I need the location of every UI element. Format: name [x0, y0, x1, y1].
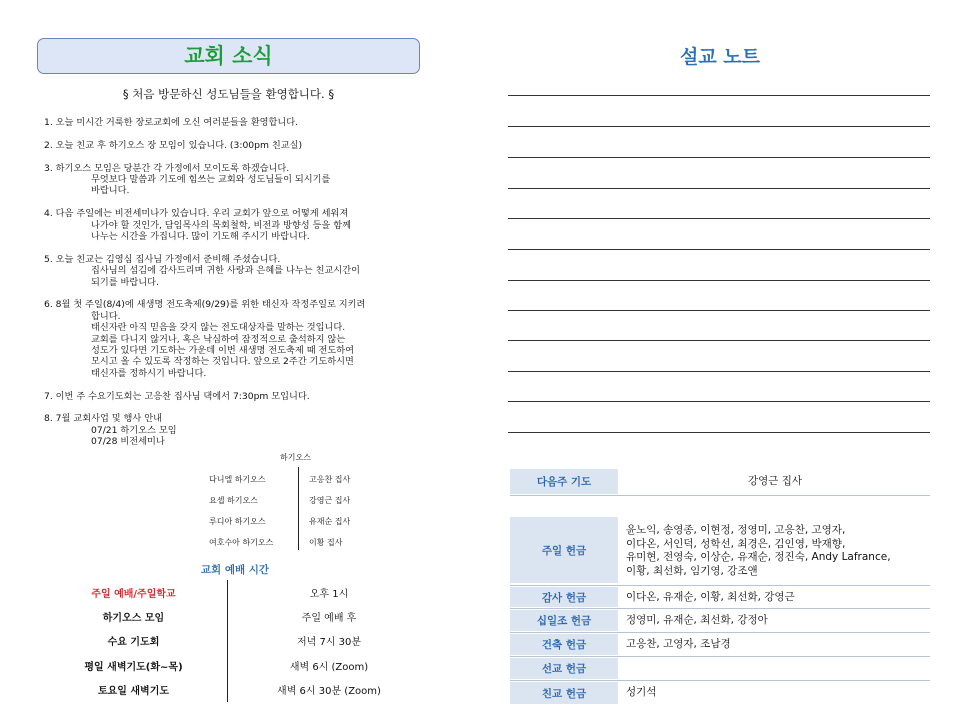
schedule-time: 새벽 6시 (Zoom)	[289, 662, 369, 673]
schedule-time: 오후 1시	[309, 589, 349, 600]
schedule-time: 저녁 7시 30분	[296, 637, 362, 648]
church-news-title: 교회 소식	[184, 44, 273, 68]
announcement-line: 무엇보다 말씀과 기도에 힘쓰는 교회와 성도님들이 되시기를	[91, 174, 331, 185]
offering-divider	[510, 495, 930, 496]
announcement-item	[44, 140, 434, 151]
offering-names: 고응찬, 고영자, 조남경	[626, 638, 731, 650]
schedule-name: 주일 예배/주일학교	[91, 589, 176, 600]
announcement-line: 나가야 할 것인가, 담임목사의 목회철학, 비전과 방향성 등을 함께	[91, 219, 351, 231]
worship-schedule-title: 교회 예배 시간	[200, 564, 270, 576]
church-news-banner	[37, 38, 420, 74]
announcement-line: 집사님의 섬김에 감사드리며 귀한 사랑과 은혜를 나누는 친교시간이	[91, 265, 360, 277]
offering-names	[626, 524, 926, 578]
announcement-line: 되기를 바랍니다.	[91, 276, 159, 288]
offering-label: 십일조 헌금	[510, 610, 618, 631]
offering-names-line: 유미현, 전영숙, 이상순, 유재순, 정진숙, Andy Lafrance,	[626, 551, 891, 563]
schedule-name: 평일 새벽기도(화~목)	[84, 662, 183, 673]
offering-divider	[510, 656, 930, 657]
note-line	[508, 340, 930, 341]
announcement-line: 2. 오늘 친교 후 하기오스 장 모임이 있습니다. (3:00pm 친교실)	[44, 139, 303, 151]
offering-label: 친교 헌금	[510, 682, 618, 704]
announcement-item	[44, 254, 434, 288]
offering-names: 이다온, 유재순, 이황, 최선화, 강영근	[626, 591, 795, 603]
offering-names: 정영미, 유재순, 최선화, 강정아	[626, 614, 768, 626]
hagios-group-leader: 이황 집사	[309, 538, 343, 547]
announcement-item-events	[44, 413, 434, 447]
hagios-divider	[298, 467, 299, 550]
announcement-item	[44, 208, 434, 242]
announcement-line: 7. 이번 주 수요기도회는 고응찬 집사님 댁에서 7:30pm 모입니다.	[44, 390, 310, 402]
announcement-line: 3. 하기오스 모임은 당분간 각 가정에서 모이도록 하겠습니다.	[44, 162, 290, 174]
announcement-line: 5. 오늘 친교는 김영심 집사님 가정에서 준비해 주셨습니다.	[44, 253, 281, 265]
hagios-group-leader: 강영근 집사	[309, 496, 351, 505]
schedule-row	[40, 585, 430, 607]
schedule-name: 토요일 새벽기도	[97, 686, 170, 697]
schedule-row	[40, 609, 430, 631]
offering-divider	[510, 680, 930, 681]
announcement-line: 1. 오늘 미시간 거룩한 장로교회에 오신 여러분들을 환영합니다.	[44, 117, 299, 128]
announcement-item	[44, 163, 434, 197]
schedule-time: 새벽 6시 30분 (Zoom)	[277, 686, 381, 697]
note-line	[508, 218, 930, 219]
announcement-line: 성도가 있다면 기도하는 가운데 이번 새생명 전도축제 때 전도하여	[91, 345, 354, 357]
note-line	[508, 280, 930, 281]
schedule-row	[40, 633, 430, 655]
schedule-name: 하기오스 모임	[102, 613, 165, 624]
offering-divider	[510, 608, 930, 609]
offering-names-line: 윤노익, 송영종, 이현정, 정영미, 고응찬, 고영자,	[626, 524, 846, 536]
hagios-group-name: 루디아 하기오스	[209, 517, 266, 526]
note-line	[508, 188, 930, 189]
announcement-list	[44, 117, 434, 459]
hagios-title: 하기오스	[280, 453, 311, 462]
offering-label: 주일 헌금	[510, 517, 618, 583]
announcement-line: 합니다.	[91, 310, 121, 322]
announcement-item	[44, 391, 434, 402]
schedule-row	[40, 682, 430, 704]
announcement-line: 바랍니다.	[91, 185, 130, 197]
announcement-line: 4. 다음 주일에는 비전세미나가 있습니다. 우리 교회가 앞으로 어떻게 세워져	[44, 208, 349, 220]
offering-label: 선교 헌금	[510, 658, 618, 679]
events-title: 8. 7월 교회사업 및 행사 안내	[44, 413, 162, 425]
note-line	[508, 371, 930, 372]
sermon-notes-title: 설교 노트	[679, 46, 761, 68]
announcement-item	[44, 117, 434, 128]
announcement-line: 6. 8월 첫 주일(8/4)에 새생명 전도축제(9/29)를 위한 태신자 작정주일로 지키려	[44, 299, 366, 311]
note-line	[508, 249, 930, 250]
announcement-item	[44, 299, 434, 379]
hagios-group-name: 여호수아 하기오스	[209, 538, 274, 547]
offering-divider	[510, 585, 930, 586]
note-line	[508, 432, 930, 433]
welcome-message: § 처음 방문하신 성도님들을 환영합니다. §	[122, 87, 335, 101]
offering-label: 다음주 기도	[510, 469, 618, 494]
hagios-group-leader: 고응찬 집사	[309, 475, 351, 484]
hagios-group-name: 다니엘 하기오스	[209, 475, 266, 484]
offering-label: 건축 헌금	[510, 634, 618, 655]
event-line: 07/28 비전세미나	[91, 436, 165, 448]
announcement-line: 모시고 올 수 있도록 작정하는 것입니다. 앞으로 2주간 기도하시면	[91, 356, 354, 368]
note-line	[508, 310, 930, 311]
schedule-name: 수요 기도회	[107, 637, 160, 648]
schedule-row	[40, 658, 430, 680]
note-line	[508, 401, 930, 402]
note-line	[508, 157, 930, 158]
announcement-line: 태신자란 아직 믿음을 갖지 않는 전도대상자를 말하는 것입니다.	[91, 322, 346, 334]
note-line	[508, 126, 930, 127]
offering-names-line: 이황, 최선화, 임기영, 강조앤	[626, 564, 758, 577]
hagios-group-leader: 유재순 집사	[309, 517, 351, 526]
note-line	[508, 95, 930, 96]
offering-names-line: 이다온, 서인덕, 성학선, 최경은, 김인영, 박재향,	[626, 537, 846, 550]
offering-divider	[510, 632, 930, 633]
announcement-line: 나누는 시간을 가집니다. 많이 기도해 주시기 바랍니다.	[91, 231, 310, 243]
event-line: 07/21 하기오스 모임	[91, 424, 177, 436]
announcement-line: 태신자를 정하시기 바랍니다.	[91, 367, 207, 379]
offering-names: 강영근 집사	[747, 475, 803, 487]
offering-label: 감사 헌금	[510, 587, 618, 607]
announcement-line: 교회를 다니지 않거나, 혹은 낙심하여 잠정적으로 출석하지 않는	[91, 333, 346, 345]
offering-names: 성기석	[626, 686, 657, 698]
hagios-group-name: 요셉 하기오스	[209, 496, 258, 505]
schedule-time: 주일 예배 후	[301, 613, 357, 624]
